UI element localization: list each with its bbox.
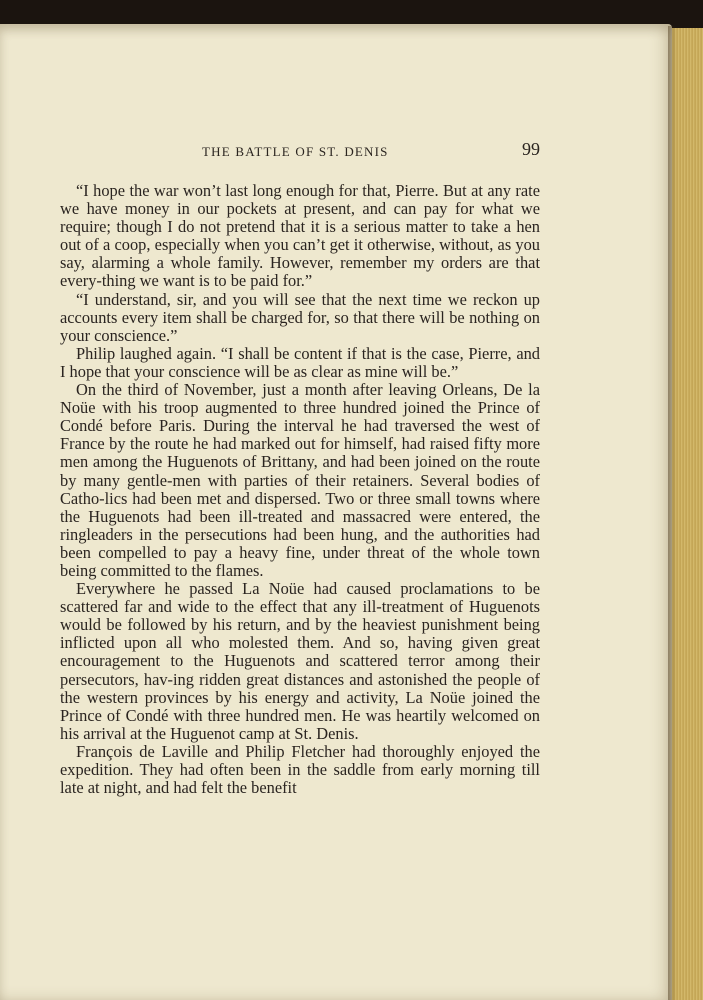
body-text: [60, 182, 540, 797]
running-head: THE BATTLE OF ST. DENIS: [202, 144, 389, 159]
paragraph: “I understand, sir, and you will see that the next time we reckon up accounts every item shall be charged for, so that there will be nothing on your conscience.”: [60, 289, 540, 345]
book-page: [0, 24, 672, 1000]
paragraph: François de Laville and Philip Fletcher had thoroughly enjoyed the expedition. They had often been in the saddle from early morning till late at night, and had felt the benefit: [60, 741, 540, 798]
paragraph: “I hope the war won’t last long enough for that, Pierre. But at any rate we have money in our pockets at present, and can pay for what we require; though I do not pretend that it is a serious matter to take a hen out of a coop, especially when you can’t get it otherwise, without, as you say, alarming a whole family. However, remember my orders are that every-thing we want is to be paid for.”: [60, 181, 540, 291]
paragraph: Philip laughed again. “I shall be content if that is the case, Pierre, and I hope that your conscience will be as clear as mine will be.”: [60, 343, 540, 381]
paragraph: Everywhere he passed La Noüe had caused proclamations to be scattered far and wide to the effect that any ill-treatment of Huguenots would be followed by his return, and by the heaviest punishment being inflicted upon all who molested them. And so, having given great encouragement to the Huguenots and scattered terror among their persecutors, hav-ing ridden great distances and astonished the people of the western provinces by his energy and activity, La Noüe joined the Prince of Condé with three hundred men. He was heartily welcomed on his arrival at the Huguenot camp at St. Denis.: [60, 579, 540, 743]
page-header: [60, 139, 540, 164]
paragraph: On the third of November, just a month after leaving Orleans, De la Noüe with his troop augmented to three hundred joined the Prince of Condé before Paris. During the interval he had traversed the west of France by the route he had marked out for himself, had raised fifty more men among the Huguenots of Brittany, and had been joined on the route by many gentle-men with parties of their retainers. Several bodies of Catho-lics had been met and dispersed. Two or three small towns where the Huguenots had been ill-treated and massacred were entered, the ringleaders in the persecutions had been hung, and the authorities had been compelled to pay a heavy fine, under threat of the whole town being committed to the flames.: [60, 380, 540, 580]
page-edge-shadow: [668, 26, 676, 1000]
page-number: 99: [522, 139, 540, 159]
book-fore-edge: [672, 28, 703, 1000]
